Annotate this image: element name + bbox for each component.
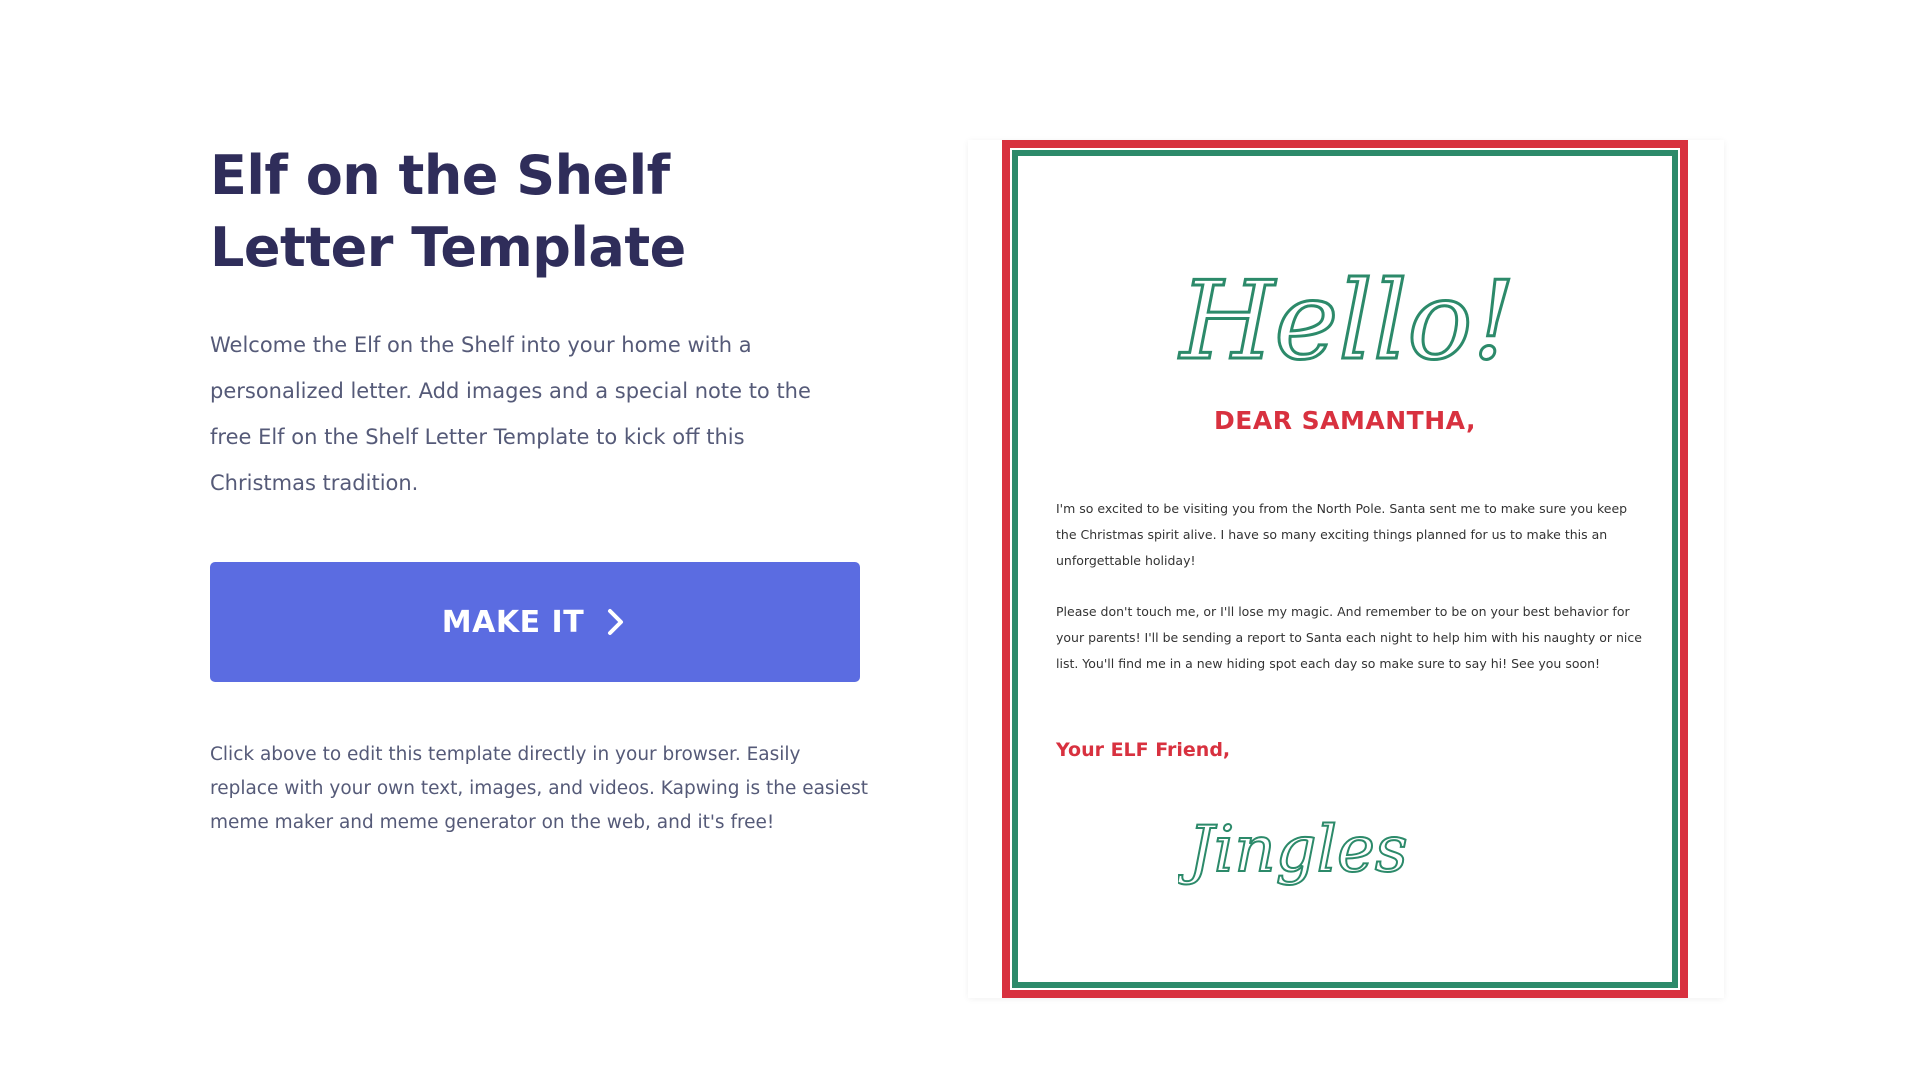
chevron-right-icon — [604, 606, 628, 638]
salutation: DEAR SAMANTHA, — [1214, 406, 1476, 435]
letter-paragraph-1: I'm so excited to be visiting you from the North Pole. Santa sent me to make sure you keep the Christmas spirit alive. I have so many exciting things planned for us to make this an unforgettable holiday! — [1056, 501, 1628, 568]
signoff: Your ELF Friend, — [1056, 739, 1231, 761]
template-info — [210, 140, 870, 840]
letter-paragraph-2: Please don't touch me, or I'll lose my magic. And remember to be on your best behavior for your parents! I'll be sending a report to Santa each night to help him with his naughty or nice list. You'll find me in a new hiding spot each day so make sure to say hi! See you soon! — [1056, 604, 1642, 671]
editor-note: Click above to edit this template directly in your browser. Easily replace with your own text, images, and videos. Kapwing is the easiest meme maker and meme generator on the web, and it's free! — [210, 744, 868, 833]
letter-frame — [1002, 140, 1688, 998]
hello-text: Hello! — [1180, 259, 1516, 384]
make-it-button[interactable] — [210, 562, 860, 682]
template-preview[interactable] — [968, 140, 1724, 998]
signature-script — [1178, 786, 1418, 936]
page-title: Elf on the Shelf Letter Template — [210, 144, 686, 279]
template-description: Welcome the Elf on the Shelf into your home with a personalized letter. Add images and a special note to the free Elf on the Shelf Letter Template to kick off this Christmas tradition. — [210, 333, 811, 495]
make-it-label: MAKE IT — [441, 604, 585, 640]
signature-text: Jingles — [1188, 813, 1408, 887]
hello-script — [1168, 246, 1528, 396]
letter-inner-border — [1012, 150, 1678, 988]
